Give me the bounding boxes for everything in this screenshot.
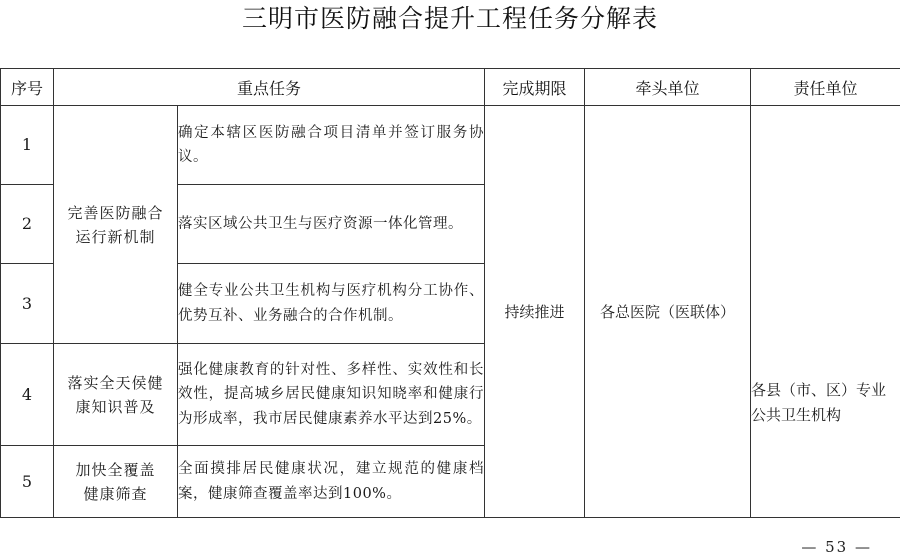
header-lead-unit: 牵头单位 — [585, 69, 751, 106]
task-category-label: 完善医防融合运行新机制 — [67, 203, 164, 246]
task-description: 强化健康教育的针对性、多样性、实效性和长效性，提高城乡居民健康知识知晓率和健康行为形成率，我市居民健康素养水平达到25%。 — [178, 344, 485, 446]
row-number: 5 — [1, 446, 54, 518]
task-description: 确定本辖区医防融合项目清单并签订服务协议。 — [178, 106, 485, 185]
deadline-cell: 持续推进 — [485, 106, 585, 518]
responsible-unit-cell — [751, 106, 900, 518]
task-category-label: 加快全覆盖健康筛查 — [75, 460, 156, 503]
task-description: 健全专业公共卫生机构与医疗机构分工协作、优势互补、业务融合的合作机制。 — [178, 264, 485, 344]
header-deadline: 完成期限 — [485, 69, 585, 106]
table-header-row — [1, 69, 900, 106]
task-table — [0, 68, 900, 518]
header-responsible-unit: 责任单位 — [751, 69, 900, 106]
lead-unit-cell: 各总医院（医联体） — [585, 106, 751, 518]
table-row — [1, 106, 900, 185]
task-category-label: 落实全天侯健康知识普及 — [67, 373, 164, 416]
task-description: 落实区域公共卫生与医疗资源一体化管理。 — [178, 185, 485, 264]
task-category — [54, 106, 178, 344]
row-number: 4 — [1, 344, 54, 446]
header-key-task: 重点任务 — [54, 69, 485, 106]
task-category — [54, 446, 178, 518]
row-number: 2 — [1, 185, 54, 264]
row-number: 1 — [1, 106, 54, 185]
row-number: 3 — [1, 264, 54, 344]
task-description: 全面摸排居民健康状况，建立规范的健康档案，健康筛查覆盖率达到100%。 — [178, 446, 485, 518]
document-title: 三明市医防融合提升工程任务分解表 — [241, 4, 658, 33]
task-category — [54, 344, 178, 446]
header-seq: 序号 — [1, 69, 54, 106]
responsible-unit-text: 各县（市、区）专业公共卫生机构 — [751, 380, 887, 424]
page-number: — 53 — — [801, 538, 872, 556]
